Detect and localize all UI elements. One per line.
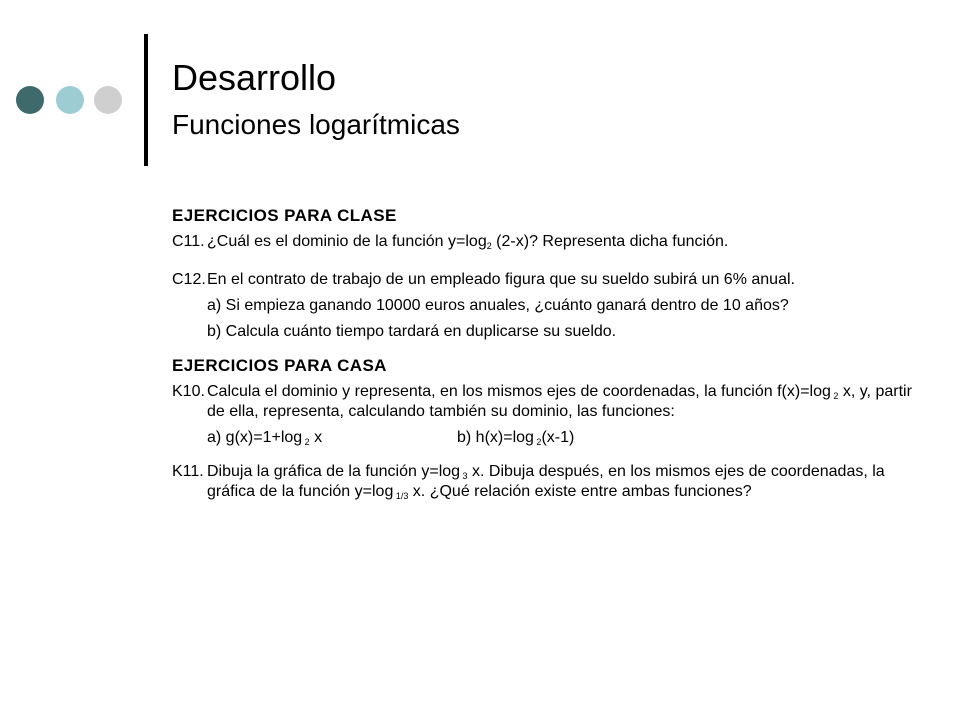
exercise-text-part: ¿Cuál es el dominio de la función y=log bbox=[207, 233, 487, 250]
exercise-k10 bbox=[172, 382, 912, 422]
section-heading-casa: EJERCICIOS PARA CASA bbox=[172, 356, 387, 375]
log-base: 3 bbox=[460, 471, 468, 481]
exercise-text bbox=[207, 232, 912, 252]
exercise-text bbox=[207, 382, 912, 422]
exercise-number: C11. bbox=[172, 233, 205, 250]
option-text: a) g(x)=1+log bbox=[207, 429, 303, 446]
exercise-k10-b bbox=[457, 428, 574, 448]
option-text: b) h(x)=log bbox=[457, 429, 534, 446]
title-divider bbox=[144, 34, 148, 166]
log-base: 2 bbox=[533, 437, 542, 447]
slide-content bbox=[172, 206, 912, 506]
exercise-text-part: (2-x)? Representa dicha función. bbox=[491, 233, 729, 250]
decor-dot-dark bbox=[16, 86, 44, 114]
log-base: 1/3 bbox=[393, 491, 409, 501]
option-text: (x-1) bbox=[541, 429, 575, 446]
log-base: 2 bbox=[486, 241, 492, 251]
page-subtitle: Funciones logarítmicas bbox=[172, 109, 460, 140]
decor-dot-gray bbox=[94, 86, 122, 114]
page-title: Desarrollo bbox=[172, 57, 337, 98]
exercise-text-part: x. Dibuja después, en los mismos ejes de coordenadas, la gráfica de la función y=log bbox=[207, 463, 885, 500]
exercise-number: K10. bbox=[172, 383, 205, 400]
exercise-text-part: x, y, partir de ella, representa, calculando también su dominio, las funciones: bbox=[207, 383, 912, 420]
section-heading-clase: EJERCICIOS PARA CLASE bbox=[172, 206, 397, 225]
log-base: 2 bbox=[302, 437, 310, 447]
exercise-text: En el contrato de trabajo de un empleado figura que su sueldo subirá un 6% anual. bbox=[207, 271, 795, 288]
log-base: 2 bbox=[830, 391, 839, 401]
exercise-text-part: x. ¿Qué relación existe entre ambas funciones? bbox=[408, 483, 752, 500]
exercise-text-part: Dibuja la gráfica de la función y=log bbox=[207, 463, 461, 480]
exercise-number: C12. bbox=[172, 271, 206, 288]
exercise-c12-b: b) Calcula cuánto tiempo tardará en duplicarse su sueldo. bbox=[207, 323, 617, 340]
exercise-k11 bbox=[172, 462, 912, 502]
exercise-text-part: Calcula el dominio y representa, en los mismos ejes de coordenadas, la función f(x)=log bbox=[207, 383, 831, 400]
exercise-text bbox=[207, 462, 912, 502]
exercise-k10-a bbox=[207, 428, 457, 448]
exercise-number: K11. bbox=[172, 463, 204, 480]
decor-dot-teal bbox=[56, 86, 84, 114]
exercise-c12-a: a) Si empieza ganando 10000 euros anuales, ¿cuánto ganará dentro de 10 años? bbox=[207, 297, 789, 314]
exercise-k10-options bbox=[207, 428, 912, 448]
exercise-c12 bbox=[172, 270, 912, 290]
option-text: x bbox=[309, 429, 323, 446]
exercise-c11 bbox=[172, 232, 912, 252]
